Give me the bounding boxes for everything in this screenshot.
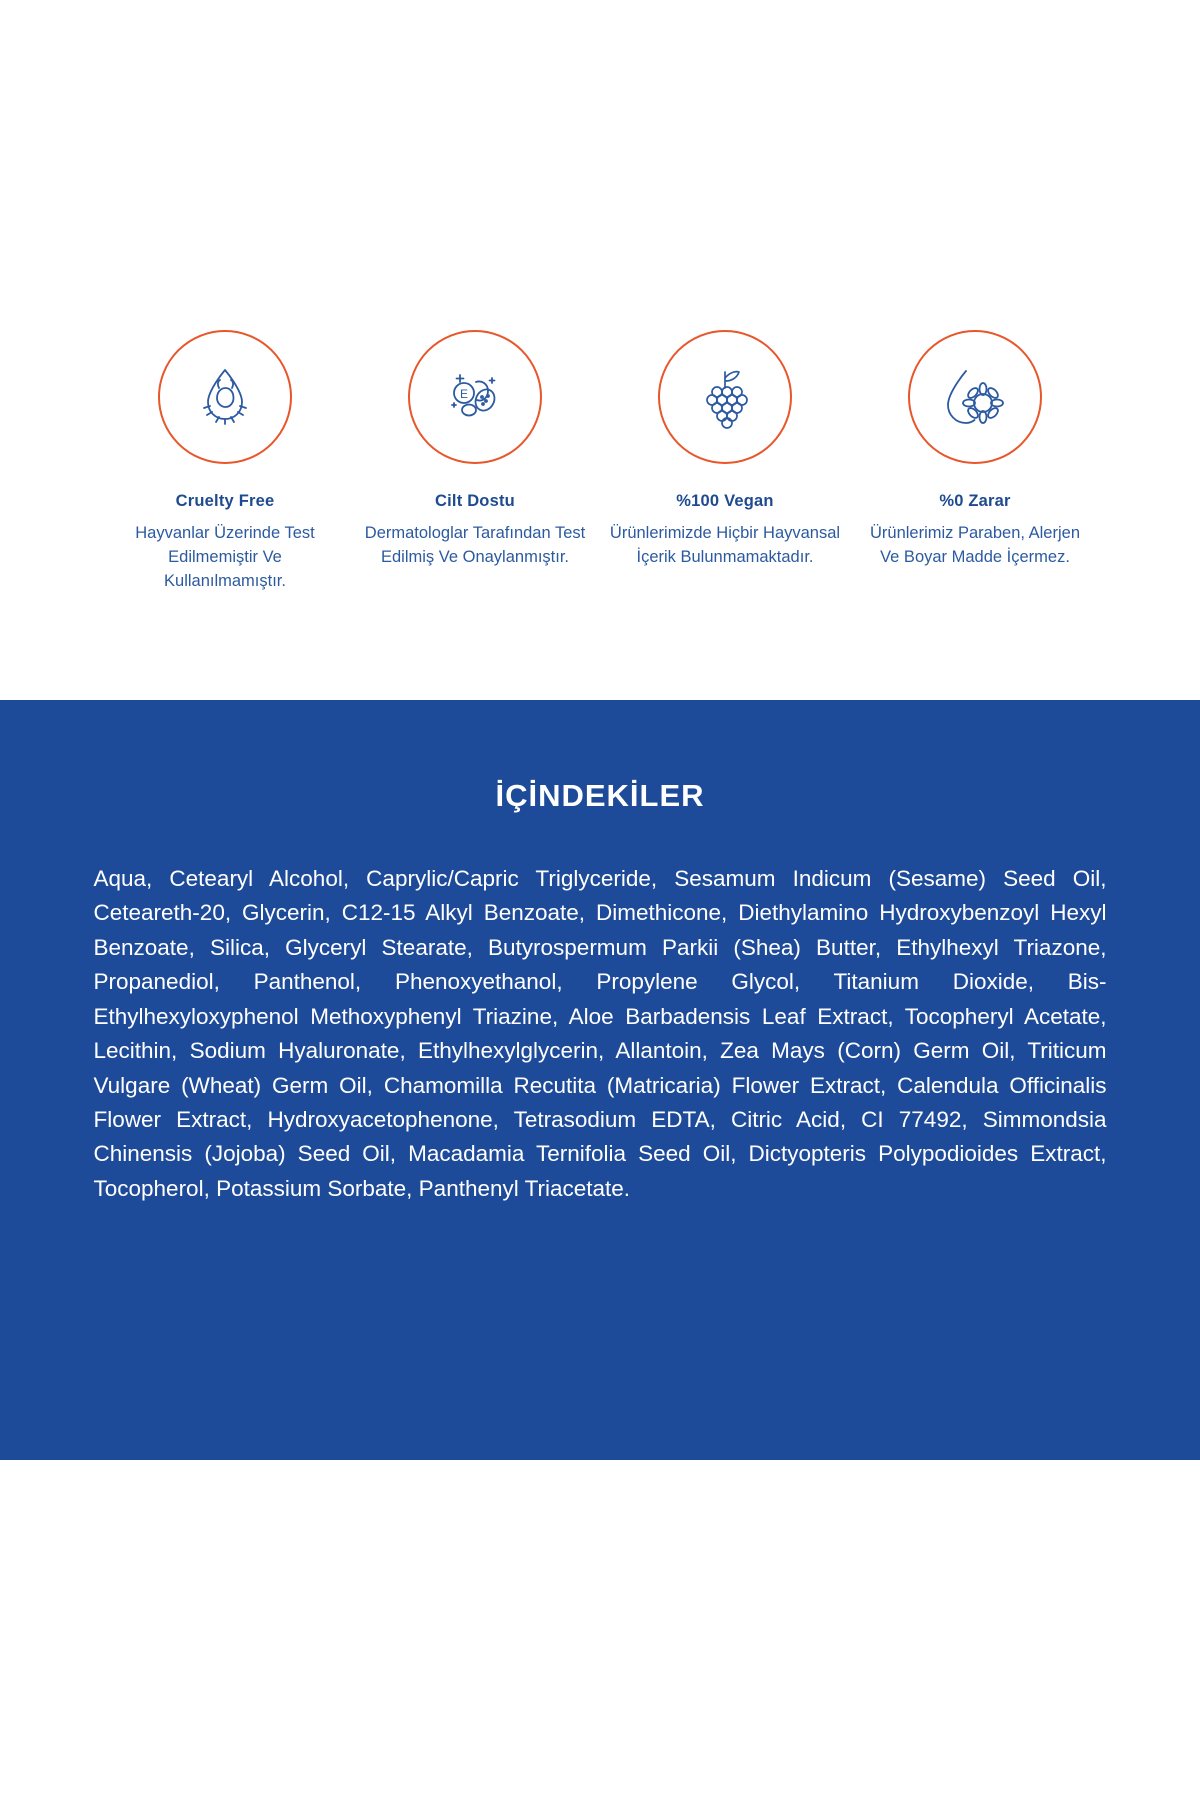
badge-description: Ürünlerimizde Hiçbir Hayvansal İçerik Bulunmamaktadır. [609, 524, 841, 566]
badge-title: Cilt Dostu [435, 492, 515, 510]
badge-circle [408, 330, 542, 464]
ingredients-section [0, 700, 1200, 1460]
svg-text:E: E [459, 387, 469, 401]
badge-title: Cruelty Free [175, 492, 275, 510]
badge-description: Hayvanlar Üzerinde Test Edilmemiştir Ve Kullanılmamıştır. [135, 524, 315, 590]
badge-circle [658, 330, 792, 464]
certification-badges [0, 330, 1200, 594]
dermatology-capsule-icon [436, 358, 514, 436]
badge-circle [908, 330, 1042, 464]
badge-vegan [600, 330, 850, 594]
ingredients-list: Aqua, Cetearyl Alcohol, Caprylic/Capric Triglyceride, Sesamum Indicum (Sesame) Seed Oil, Ceteareth-20, Glycerin, C12-15 Alkyl Benzoate, Dimethicone, Diethylamino Hydroxybenzoyl Hexyl Benzoate, Silica, Glyceryl Stearate, Butyrospermum Parkii (Shea) Butter, Ethylhexyl Triazone, Propanediol, Panthenol, Phenoxyethanol, Propylene Glycol, Titanium Dioxide, Bis-Ethylhexyloxyphenol Methoxyphenyl Triazine, Aloe Barbadensis Leaf Extract, Tocopheryl Acetate, Lecithin, Sodium Hyaluronate, Ethylhexylglycerin, Allantoin, Zea Mays (Corn) Germ Oil, Triticum Vulgare (Wheat) Germ Oil, Chamomilla Recutita (Matricaria) Flower Extract, Calendula Officinalis Flower Extract, Hydroxyacetophenone, Tetrasodium EDTA, Citric Acid, CI 77492, Simmondsia Chinensis (Jojoba) Seed Oil, Macadamia Ternifolia Seed Oil, Dictyopteris Polypodioides Extract, Tocopherol, Potassium Sorbate, Panthenyl Triacetate. [93, 866, 1107, 1201]
badge-title: %0 Zarar [939, 492, 1011, 510]
badge-skin-friendly [350, 330, 600, 594]
badge-cruelty-free [100, 330, 350, 594]
badge-description: Dermatologlar Tarafından Test Edilmiş Ve Onaylanmıştır. [364, 524, 586, 566]
droplet-animal-icon [186, 358, 264, 436]
grapes-icon [686, 358, 764, 436]
badge-title: %100 Vegan [676, 492, 774, 510]
droplet-flower-icon [936, 358, 1014, 436]
badge-circle [158, 330, 292, 464]
badge-no-harm [850, 330, 1100, 594]
ingredients-title: İÇİNDEKİLER [495, 778, 705, 813]
badge-description: Ürünlerimiz Paraben, Alerjen Ve Boyar Madde İçermez. [869, 524, 1080, 566]
